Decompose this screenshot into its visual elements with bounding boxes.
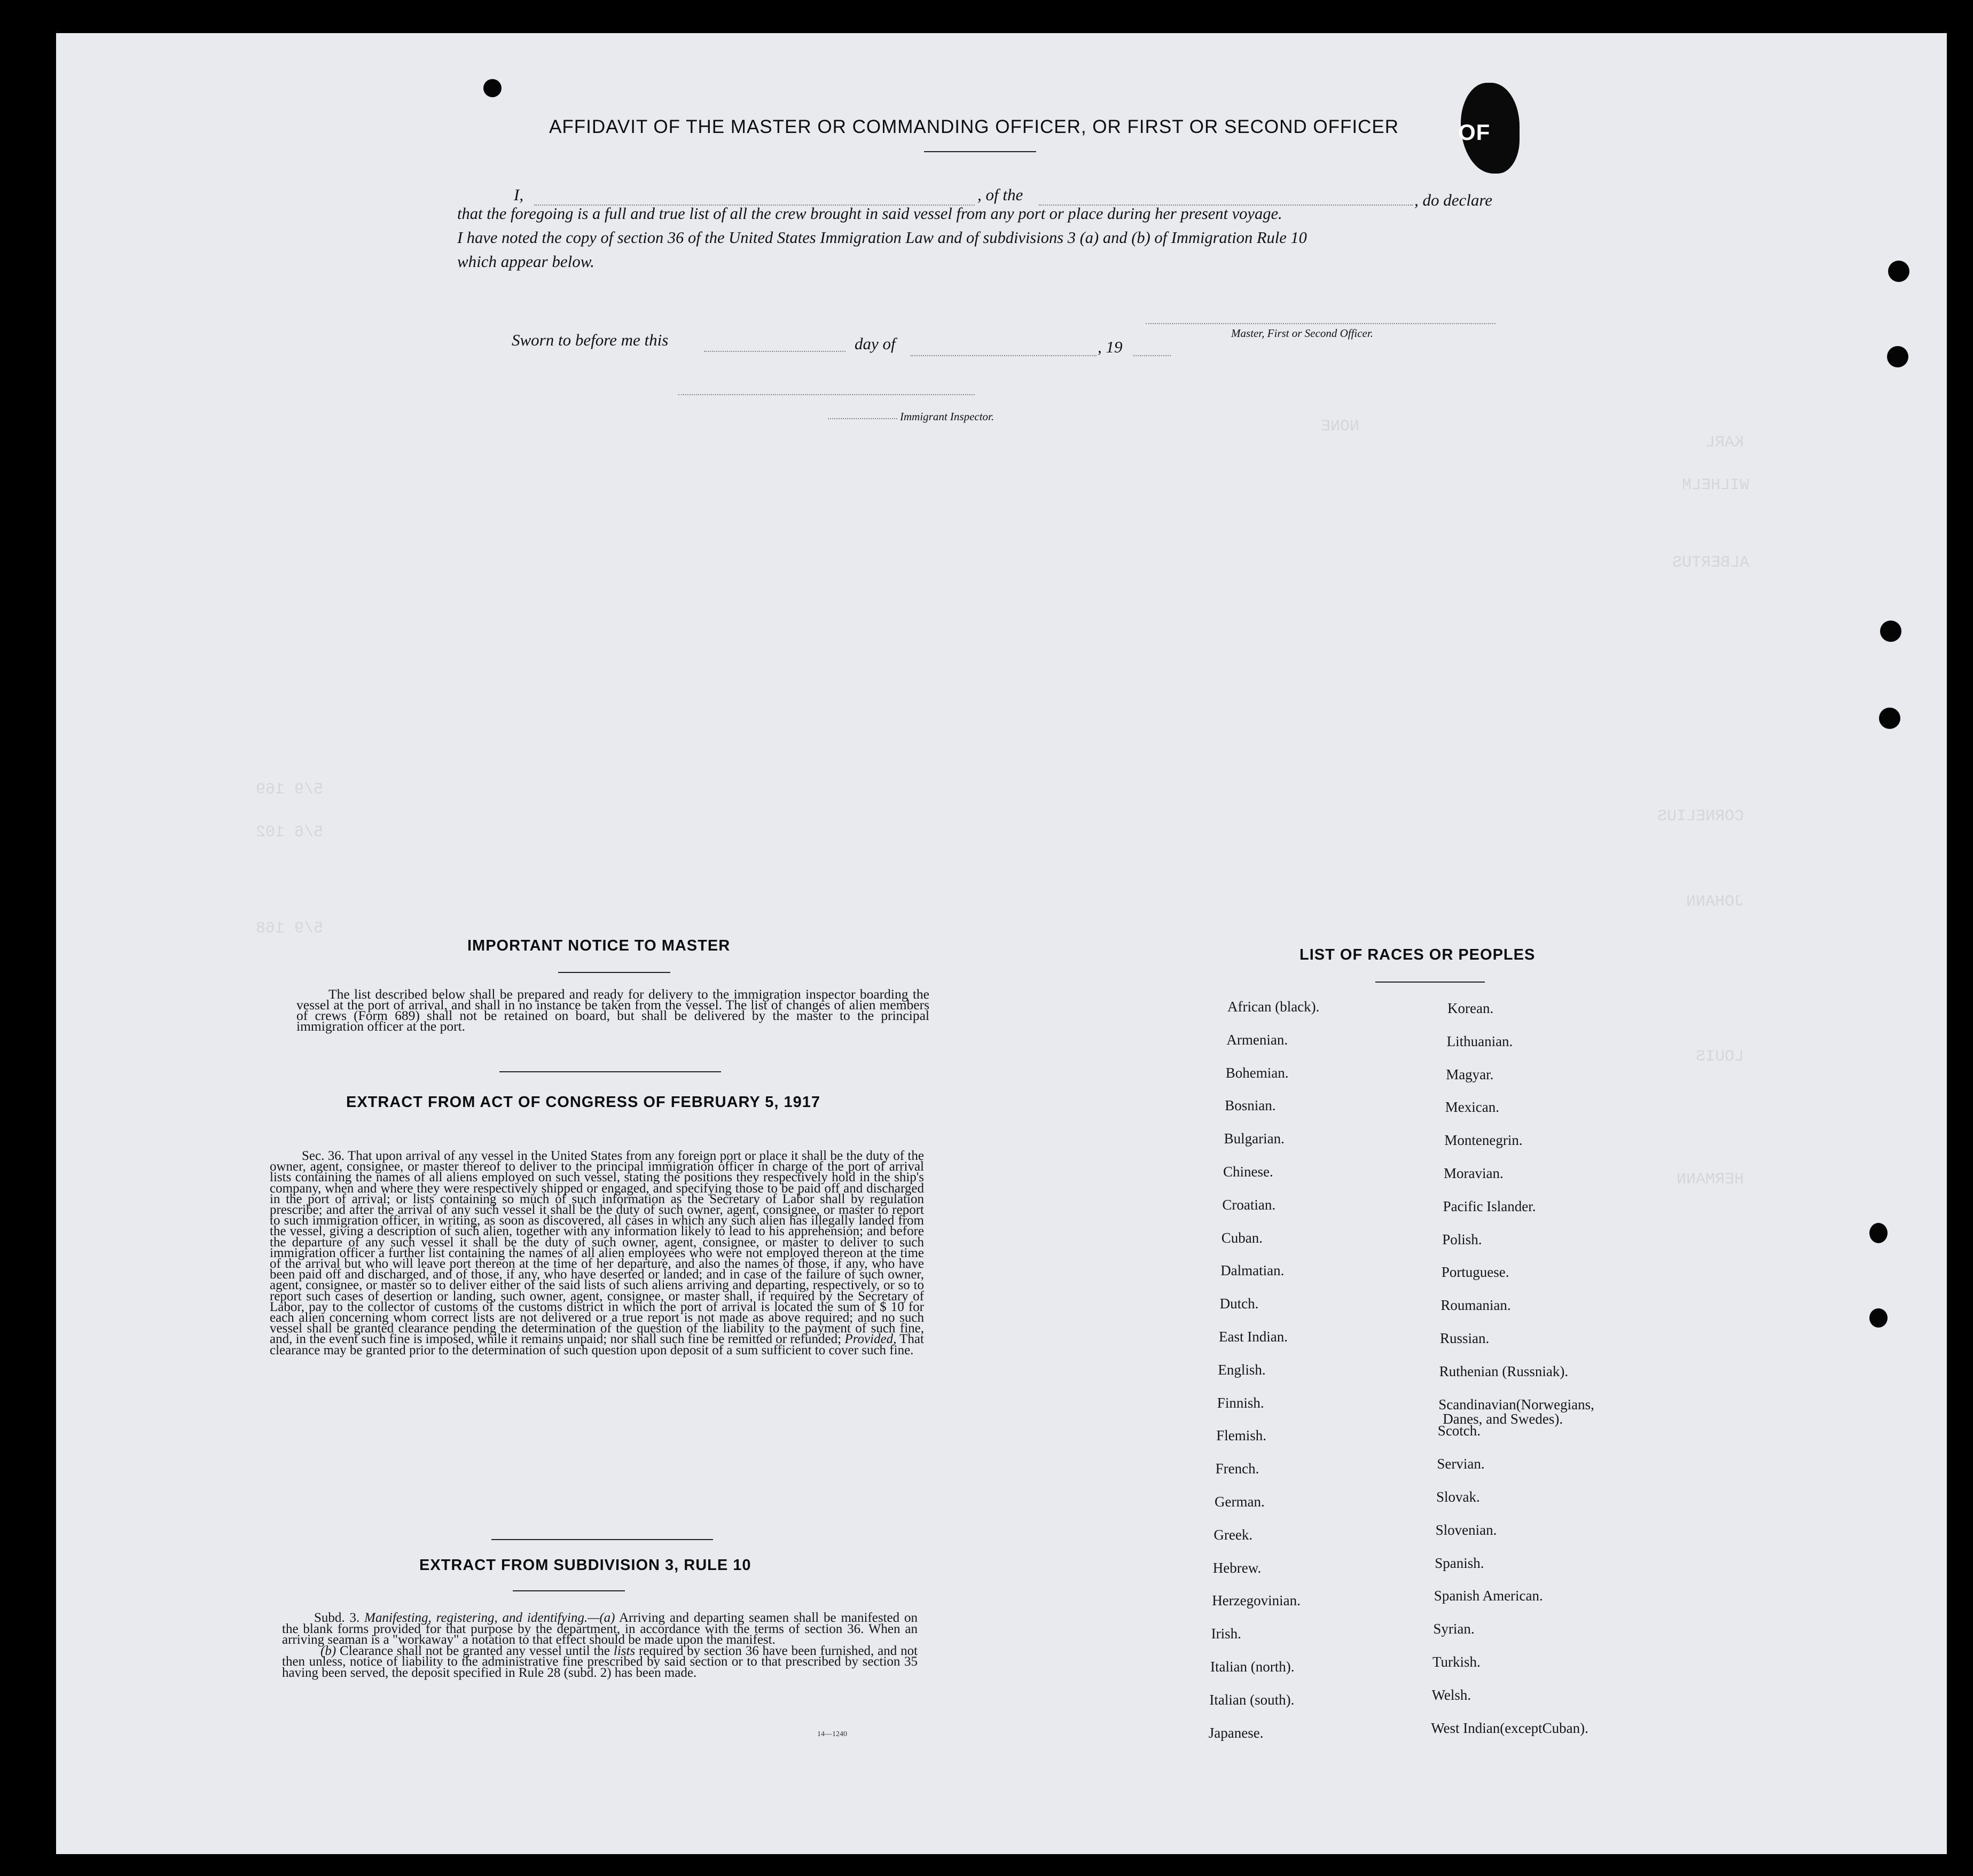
subd-b-text-2: required by section 36 have been furnished, and not then unless, notice of liability to the administrative fine prescribed by said section or to that prescribed by section 35 having been served, the deposit specified in Rule 28 (subd. 2) has been made. <box>282 1643 918 1680</box>
race-item: Bosnian. <box>1225 1097 1276 1114</box>
punch-hole <box>1869 1223 1888 1243</box>
race-item: West Indian(exceptCuban). <box>1431 1720 1588 1736</box>
race-item: Polish. <box>1442 1231 1482 1247</box>
act-tail: That clearance may be granted prior to the determination of such question upon deposit of a sum sufficient to cover such fine. <box>270 1332 924 1357</box>
affidavit-line4: which appear below. <box>457 252 594 271</box>
subd-label: Subd. 3. <box>314 1611 360 1625</box>
sworn-text: Sworn to before me this <box>512 331 669 349</box>
race-item: Slovenian. <box>1435 1521 1497 1538</box>
race-item: Danes, and Swedes). <box>1443 1410 1563 1427</box>
race-item: Mexican. <box>1445 1099 1500 1116</box>
race-item: German. <box>1215 1494 1265 1510</box>
race-item: Herzegovinian. <box>1212 1592 1301 1609</box>
provided-label: Provided, <box>844 1332 897 1347</box>
inspector-dotted <box>828 418 897 419</box>
subd-b-lists: lists <box>613 1643 636 1658</box>
subd-title: Manifesting, registering, and identifying.—(a) <box>364 1611 615 1625</box>
affidavit-line2: that the foregoing is a full and true list of all the crew brought in said vessel from any port or place during her present voyage. <box>457 205 1282 223</box>
race-item: Moravian. <box>1444 1165 1504 1181</box>
day-blank <box>704 351 845 352</box>
race-item: Chinese. <box>1223 1164 1273 1180</box>
race-item: French. <box>1215 1461 1259 1477</box>
punch-hole <box>1869 1308 1888 1328</box>
race-item: Dutch. <box>1219 1296 1259 1312</box>
year-prefix: , 19 <box>1098 337 1123 356</box>
month-blank <box>911 355 1097 356</box>
race-item: Pacific Islander. <box>1443 1198 1536 1214</box>
race-item: Korean. <box>1447 1000 1494 1016</box>
race-item: Dalmatian. <box>1220 1262 1285 1279</box>
race-item: Flemish. <box>1216 1427 1266 1444</box>
race-item: Slovak. <box>1436 1489 1480 1505</box>
race-item: Spanish American. <box>1434 1588 1543 1604</box>
race-item: Bulgarian. <box>1224 1131 1285 1147</box>
races-heading: LIST OF RACES OR PEOPLES <box>1299 946 1536 963</box>
subd-b-label: (b) <box>320 1643 336 1658</box>
race-item: Cuban. <box>1221 1229 1263 1246</box>
race-item: Italian (north). <box>1210 1659 1295 1675</box>
punch-hole <box>1879 708 1900 729</box>
act-body <box>270 1151 924 1356</box>
race-item: Turkish. <box>1432 1654 1481 1670</box>
race-item: Armenian. <box>1226 1031 1288 1048</box>
race-item: Hebrew. <box>1212 1559 1262 1576</box>
sec-label: Sec. 36. <box>302 1149 345 1163</box>
race-item: Croatian. <box>1222 1196 1276 1213</box>
race-item: African (black). <box>1227 999 1320 1015</box>
day-of: day of <box>855 334 896 353</box>
paper-sheet <box>56 33 1947 1854</box>
race-item: Irish. <box>1211 1626 1241 1642</box>
subd-b-text-1: Clearance shall not be granted any vessel until the <box>340 1643 610 1658</box>
punch-hole <box>1880 621 1901 642</box>
race-item: Ruthenian (Russniak). <box>1439 1363 1569 1379</box>
race-item: Roumanian. <box>1440 1297 1511 1314</box>
inspector-signature-line <box>678 394 975 395</box>
act-text: That upon arrival of any vessel in the United States from any foreign port or place it shall be the duty of the owner, agent, consignee, or master thereof to deliver to the principal immigration officer in charge of the port of arrival lists containing the names of all aliens employed on such vessel, stating the positions they respectively hold in the ship's company, when and where they were respectively shipped or engaged, and specifying those to be paid off and discharged in the port of arrival; or lists containing so much of such information as the Secretary of Labor shall by regulation prescribe; and after the arrival of any such vessel it shall be the duty of such owner, agent, consignee, or master to report to such immigration officer, in writing, as soon as discovered, all cases in which any such alien has illegally landed from the vessel, giving a description of such alien, together with any information likely to lead to his apprehension; and before the departure of any such vessel it shall be the duty of such owner, agent, consignee, or master to deliver to such immigration officer a further list containing the names of all alien employees who were not employed thereon at the time of the arrival but who will leave port thereon at the time of her departure, and also the names of those, if any, who have been paid off and discharged, and of those, if any, who have deserted or landed; and in case of the failure of such owner, agent, consignee, or master so to deliver either of the said lists of such aliens arriving and departing, respectively, or so to report such cases of desertion or landing, such owner, agent, consignee, or master shall, if required by the Secretary of Labor, pay to the collector of customs of the customs district in which the port of arrival is located the sum of $ 10 for each alien concerning whom correct lists are not delivered or a true report is not made as above required; and no such vessel shall be granted clearance pending the determination of the question of the liability to the payment of such fine, and, in the event such fine is imposed, while it remains unpaid; nor shall such fine be remitted or refunded; <box>270 1149 924 1347</box>
affidavit-title: AFFIDAVIT OF THE MASTER OR COMMANDING OFFICER, OR FIRST OR SECOND OFFICER <box>549 116 1399 137</box>
signature-line <box>1146 323 1496 324</box>
affidavit-i: I, <box>514 185 524 204</box>
race-item: Scandinavian(Norwegians, <box>1438 1396 1594 1412</box>
form-number: 14—1240 <box>817 1730 847 1738</box>
act-heading: EXTRACT FROM ACT OF CONGRESS OF FEBRUARY 5, 1917 <box>346 1094 821 1111</box>
notice-heading: IMPORTANT NOTICE TO MASTER <box>467 937 731 954</box>
affidavit-do-declare: , do declare <box>1414 191 1493 209</box>
race-item: Welsh. <box>1431 1686 1471 1703</box>
race-item: Lithuanian. <box>1446 1033 1513 1049</box>
race-item: Finnish. <box>1217 1394 1264 1411</box>
race-item: Russian. <box>1440 1330 1490 1346</box>
inspector-caption: Immigrant Inspector. <box>900 410 995 423</box>
affidavit-line3: I have noted the copy of section 36 of the United States Immigration Law and of subdivisions 3 (a) and (b) of Immigration Rule 10 <box>457 229 1307 247</box>
race-item: Italian (south). <box>1209 1691 1295 1708</box>
notice-underline <box>558 972 670 973</box>
corner-mark: OF <box>1458 120 1491 145</box>
rule-heading: EXTRACT FROM SUBDIVISION 3, RULE 10 <box>419 1557 751 1574</box>
section-divider <box>491 1539 713 1540</box>
notice-text: The list described below shall be prepared and ready for delivery to the immigration inspector boarding the vessel at the port of arrival, and shall in no instance be taken from the vessel. The list of changes of alien members of crews (Form 689) shall not be retained on board, but shall be delivered by the master to the principal immigration officer at the port. <box>296 986 929 1034</box>
race-item: Bohemian. <box>1225 1064 1289 1081</box>
subd-a-text: Arriving and departing seamen shall be manifested on the blank forms provided for that purpose by the department, in accordance with the terms of section 36. When an arriving seaman is a "workaway" a notation to that effect should be made upon the manifest. <box>282 1611 918 1647</box>
title-underline <box>924 151 1036 152</box>
race-item: Portuguese. <box>1441 1264 1509 1281</box>
race-item: Japanese. <box>1208 1724 1264 1741</box>
race-item: Spanish. <box>1435 1555 1484 1571</box>
punch-hole <box>1887 346 1908 367</box>
year-blank <box>1133 355 1171 356</box>
notice-body <box>296 986 929 1034</box>
punch-hole <box>1888 261 1909 282</box>
races-underline <box>1375 982 1485 983</box>
rule-body <box>282 1613 918 1678</box>
race-item: Syrian. <box>1433 1621 1475 1637</box>
section-divider <box>499 1071 721 1072</box>
rule-underline <box>513 1590 625 1591</box>
affidavit-of-the: , of the <box>977 185 1023 204</box>
race-item: Servian. <box>1437 1456 1485 1472</box>
race-item: Scotch. <box>1437 1423 1481 1439</box>
race-item: East Indian. <box>1219 1329 1288 1345</box>
signature-caption: Master, First or Second Officer. <box>1231 327 1373 340</box>
race-item: English. <box>1218 1361 1266 1378</box>
punch-hole <box>483 79 502 97</box>
race-item: Montenegrin. <box>1444 1132 1523 1149</box>
race-item: Magyar. <box>1446 1066 1494 1082</box>
race-item: Greek. <box>1213 1526 1253 1543</box>
